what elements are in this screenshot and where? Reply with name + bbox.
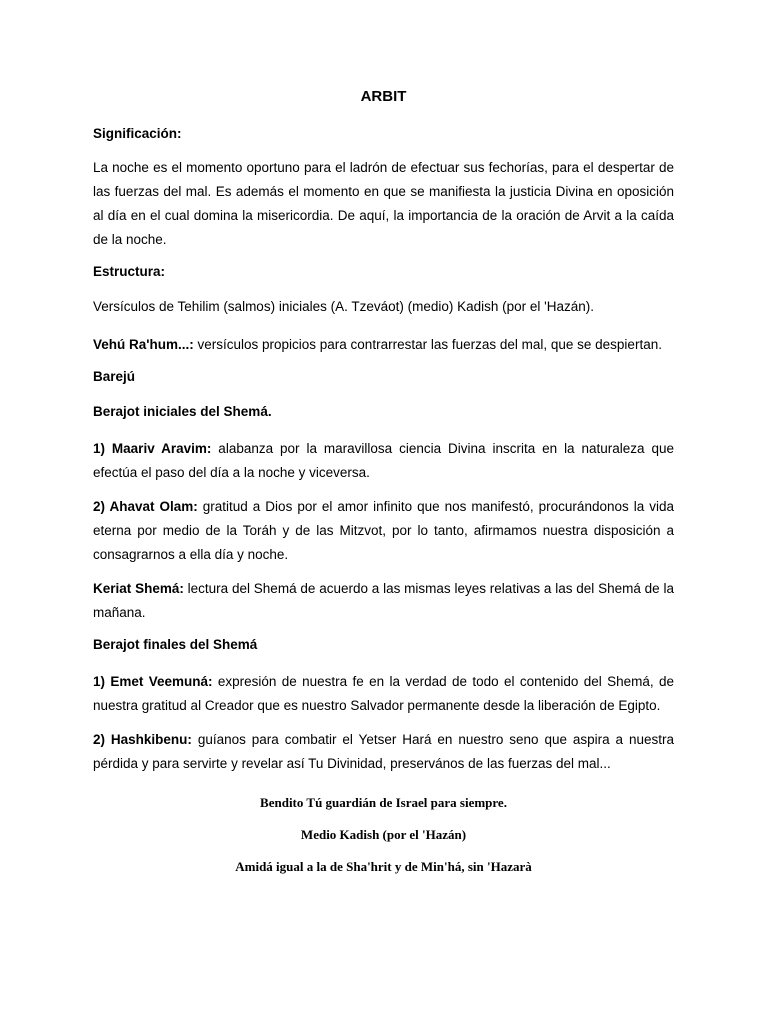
ahavat-olam-term: 2) Ahavat Olam: [93,499,198,514]
maariv-aravim-paragraph [93,437,674,485]
amida-line: Amidá igual a la de Sha'hrit y de Min'há, sin 'Hazarà [235,859,532,874]
berajot-finales-heading: Berajot finales del Shemá [93,637,258,652]
vehu-rahum-paragraph [93,333,674,357]
vehu-rahum-text: versículos propicios para contrarrestar las fuerzas del mal, que se despiertan. [193,337,662,352]
keriat-shema-paragraph [93,577,674,625]
ahavat-olam-paragraph [93,495,674,567]
maariv-aravim-text: alabanza por la maravillosa ciencia Divina inscrita en la naturaleza que efectúa el paso del día a la noche y viceversa. [93,441,674,480]
emet-veemuna-term: 1) Emet Veemuná: [93,674,213,689]
document-title: ARBIT [360,88,407,105]
hashkibenu-text: guíanos para combatir el Yetser Hará en nuestro seno que aspira a nuestra pérdida y para servirte y revelar así Tu Divinidad, preservános de las fuerzas del mal... [93,732,674,771]
emet-veemuna-text: expresión de nuestra fe en la verdad de todo el contenido del Shemá, de nuestra gratitud al Creador que es nuestro Salvador permanente desde la liberación de Egipto. [93,674,674,713]
bareju-heading: Barejú [93,369,136,384]
keriat-shema-text: lectura del Shemá de acuerdo a las mismas leyes relativas a las del Shemá de la mañana. [93,581,674,620]
medio-kadish-line: Medio Kadish (por el 'Hazán) [300,827,467,842]
vehu-rahum-term: Vehú Ra'hum...: [93,337,194,352]
estructura-paragraph: Versículos de Tehilim (salmos) iniciales (A. Tzeváot) (medio) Kadish (por el 'Hazán). [93,299,595,314]
hashkibenu-paragraph [93,728,674,776]
maariv-aravim-term: 1) Maariv Aravim: [93,441,212,456]
hashkibenu-term: 2) Hashkibenu: [93,732,192,747]
keriat-shema-term: Keriat Shemá: [93,581,184,596]
significacion-heading: Significación: [93,126,182,141]
emet-veemuna-paragraph [93,670,674,718]
estructura-heading: Estructura: [93,264,166,279]
bendito-line: Bendito Tú guardián de Israel para siempre. [260,795,507,810]
berajot-iniciales-heading: Berajot iniciales del Shemá. [93,404,272,419]
significacion-paragraph: La noche es el momento oportuno para el ladrón de efectuar sus fechorías, para el despertar de las fuerzas del mal. Es además el momento en que se manifiesta la justicia Divina en oposición al día en el cual domina la misericordia. De aquí, la importancia de la oración de Arvit a la caída de la noche. [93,160,674,247]
ahavat-olam-text: gratitud a Dios por el amor infinito que nos manifestó, procurándonos la vida eterna por medio de la Toráh y de las Mitzvot, por lo tanto, afirmamos nuestra disposición a consagrarnos a ella día y noche. [93,499,674,562]
